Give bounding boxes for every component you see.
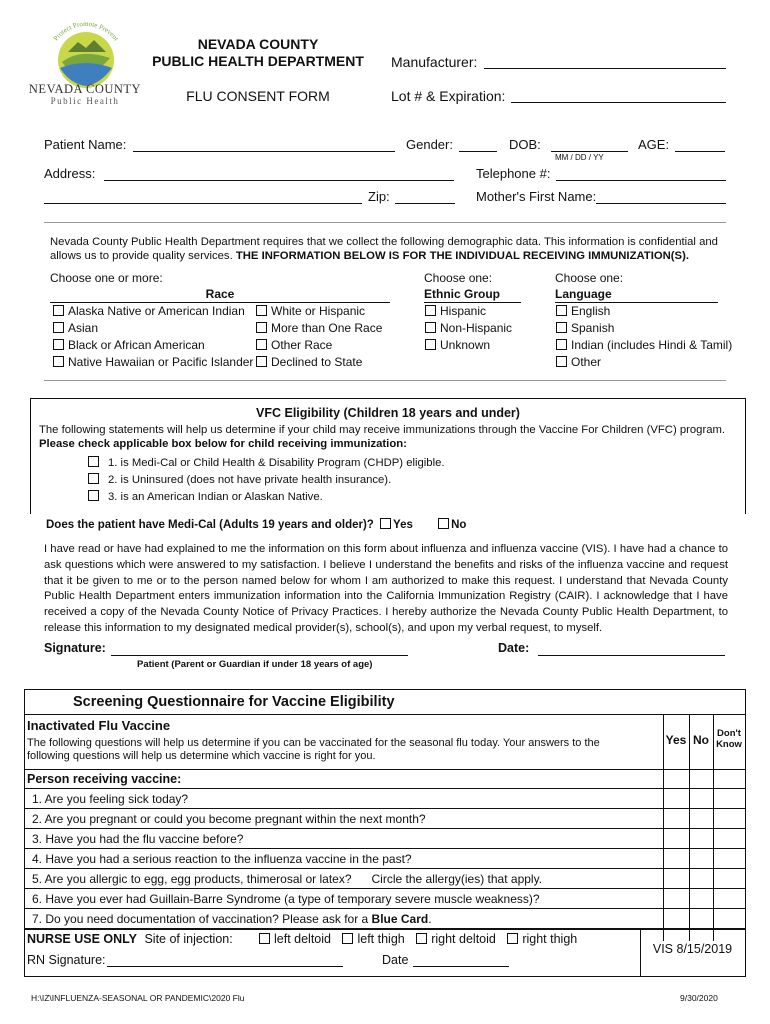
- lot-field[interactable]: [511, 102, 726, 103]
- language-option[interactable]: [556, 320, 732, 337]
- rn-signature-label: RN Signature:: [27, 953, 106, 967]
- choose-more-label: Choose one or more:: [50, 271, 163, 285]
- question-2: 2. Are you pregnant or could you become pregnant within the next month?: [32, 812, 426, 826]
- race-checkbox[interactable]: [53, 305, 64, 316]
- race-option[interactable]: [256, 320, 382, 337]
- vfc-instruction: Please check applicable box below for child receiving immunization:: [39, 438, 407, 450]
- table-divider: [25, 928, 745, 930]
- race-option[interactable]: [53, 320, 253, 337]
- race-checkbox[interactable]: [256, 322, 267, 333]
- site-checkbox[interactable]: [416, 933, 427, 944]
- screening-title: Screening Questionnaire for Vaccine Eligibility: [73, 694, 395, 710]
- mother-name-field[interactable]: [596, 203, 726, 204]
- medical-yes-checkbox[interactable]: [380, 518, 391, 529]
- language-list: [556, 303, 732, 371]
- question-7-text: 7. Do you need documentation of vaccination? Please ask for a: [32, 912, 372, 926]
- ethnic-checkbox[interactable]: [425, 339, 436, 350]
- ethnic-option[interactable]: [425, 320, 512, 337]
- rn-signature-field[interactable]: [107, 966, 343, 967]
- address-line-2-field[interactable]: [44, 203, 362, 204]
- site-option-label: right thigh: [522, 932, 578, 946]
- dept-line-1: NEVADA COUNTY: [197, 36, 319, 52]
- date-field[interactable]: [538, 655, 725, 656]
- site-option[interactable]: [507, 932, 577, 946]
- patient-name-field[interactable]: [133, 151, 395, 152]
- race-list-1: [53, 303, 253, 371]
- site-option[interactable]: [259, 932, 331, 946]
- nurse-use-label: NURSE USE ONLY: [27, 932, 137, 946]
- demographics-intro-bold: THE INFORMATION BELOW IS FOR THE INDIVIDUAL RECEIVING IMMUNIZATION(S).: [235, 249, 689, 262]
- question-1: 1. Are you feeling sick today?: [32, 792, 189, 806]
- ethnic-checkbox[interactable]: [425, 305, 436, 316]
- race-checkbox[interactable]: [256, 305, 267, 316]
- race-option[interactable]: [256, 337, 382, 354]
- ethnic-option[interactable]: [425, 337, 512, 354]
- screening-table: [24, 689, 746, 977]
- age-field[interactable]: [675, 151, 725, 152]
- medical-yes-label: Yes: [393, 519, 413, 531]
- screening-subtitle: Inactivated Flu Vaccine: [27, 718, 171, 733]
- blue-card-text: Blue Card: [371, 912, 429, 926]
- date-label: Date:: [498, 641, 530, 655]
- vis-date: VIS 8/15/2019: [652, 942, 733, 956]
- ethnic-header: Ethnic Group: [424, 287, 521, 303]
- manufacturer-field[interactable]: [484, 68, 726, 69]
- race-option[interactable]: [53, 354, 253, 371]
- race-option-label: Native Hawaiian or Pacific Islander: [68, 355, 254, 369]
- footer-path: H:\IZ\INFLUENZA-SEASONAL OR PANDEMIC\2020 Flu: [31, 993, 245, 1003]
- table-row: [25, 808, 745, 826]
- language-option-label: Indian (includes Hindi & Tamil): [571, 338, 733, 352]
- site-option-label: right deltoid: [431, 932, 496, 946]
- question-5: [32, 869, 542, 889]
- table-row: [25, 888, 745, 906]
- demographics-intro: [50, 236, 726, 263]
- age-label: AGE:: [638, 137, 670, 152]
- race-option[interactable]: [53, 303, 253, 320]
- zip-label: Zip:: [368, 189, 390, 204]
- table-row: [25, 868, 745, 886]
- race-option-label: More than One Race: [271, 321, 383, 335]
- language-checkbox[interactable]: [556, 339, 567, 350]
- lot-label: Lot # & Expiration:: [391, 88, 506, 104]
- language-option-label: Other: [571, 355, 602, 369]
- screening-intro: The following questions will help us determine if you can be vaccinated for the seasonal flu today. Your answers to the following questions will help us determine which vaccine is right for you.: [27, 737, 600, 762]
- telephone-label: Telephone #:: [476, 166, 551, 181]
- dont-know-line-2: Know: [716, 739, 742, 750]
- language-option[interactable]: [556, 303, 732, 320]
- race-header: Race: [50, 287, 390, 303]
- address-field[interactable]: [104, 180, 454, 181]
- race-option-label: Declined to State: [271, 355, 363, 369]
- gender-label: Gender:: [406, 137, 453, 152]
- signature-label: Signature:: [44, 641, 106, 655]
- site-option-label: left deltoid: [274, 932, 331, 946]
- race-option-label: Black or African American: [68, 338, 205, 352]
- nurse-date-field[interactable]: [413, 966, 509, 967]
- ethnic-option[interactable]: [425, 303, 512, 320]
- race-checkbox[interactable]: [53, 356, 64, 367]
- dob-field[interactable]: [551, 151, 628, 152]
- language-option-label: Spanish: [571, 321, 615, 335]
- race-option[interactable]: [53, 337, 253, 354]
- site-label: Site of injection:: [144, 932, 233, 946]
- vfc-checkbox[interactable]: [88, 473, 99, 484]
- language-header: Language: [555, 287, 718, 303]
- nurse-row: [27, 932, 233, 946]
- question-3: 3. Have you had the flu vaccine before?: [32, 832, 244, 846]
- department-name: [140, 36, 376, 70]
- race-option-label: Alaska Native or American Indian: [68, 304, 245, 318]
- mother-name-label: Mother's First Name:: [476, 189, 597, 204]
- question-7: [32, 909, 432, 929]
- question-4: 4. Have you had a serious reaction to the influenza vaccine in the past?: [32, 852, 412, 866]
- site-checkbox[interactable]: [259, 933, 270, 944]
- logo-name: NEVADA COUNTY: [28, 82, 142, 96]
- zip-field[interactable]: [395, 203, 455, 204]
- question-5-extra: Circle the allergy(ies) that apply.: [371, 872, 543, 886]
- choose-one-language-label: Choose one:: [555, 271, 624, 285]
- ethnic-checkbox[interactable]: [425, 322, 436, 333]
- signature-field[interactable]: [111, 655, 408, 656]
- language-option[interactable]: [556, 354, 732, 371]
- dept-line-2: PUBLIC HEALTH DEPARTMENT: [152, 53, 364, 69]
- language-checkbox[interactable]: [556, 322, 567, 333]
- logo-sub: Public Health: [50, 96, 120, 106]
- footer-date: 9/30/2020: [680, 993, 718, 1003]
- vfc-item-label: 3. is an American Indian or Alaskan Native.: [108, 491, 323, 503]
- site-option-label: left thigh: [357, 932, 405, 946]
- medical-no-checkbox[interactable]: [438, 518, 449, 529]
- vfc-item-label: 1. is Medi-Cal or Child Health & Disability Program (CHDP) eligible.: [108, 457, 445, 469]
- race-checkbox[interactable]: [256, 356, 267, 367]
- no-header: No: [693, 733, 709, 747]
- medical-no-label: No: [451, 519, 467, 531]
- language-checkbox[interactable]: [556, 305, 567, 316]
- site-options: [259, 932, 577, 946]
- site-option[interactable]: [342, 932, 404, 946]
- dont-know-line-1: Don't: [717, 728, 741, 739]
- medical-question: [46, 518, 466, 531]
- dob-hint: MM / DD / YY: [555, 153, 604, 162]
- dob-label: DOB:: [509, 137, 541, 152]
- telephone-field[interactable]: [556, 180, 726, 181]
- vfc-item[interactable]: [88, 472, 445, 489]
- table-divider: [25, 714, 745, 715]
- ethnic-list: [425, 303, 512, 354]
- race-checkbox[interactable]: [256, 339, 267, 350]
- race-option-label: Asian: [68, 321, 99, 335]
- table-row: [25, 828, 745, 846]
- table-row: [25, 788, 745, 806]
- divider: [44, 380, 726, 381]
- race-option[interactable]: [256, 354, 382, 371]
- logo-arc-text: Protect Promote Prevent: [51, 19, 121, 43]
- nurse-date-label: Date: [382, 953, 409, 967]
- manufacturer-label: Manufacturer:: [391, 54, 478, 70]
- race-option-label: White or Hispanic: [271, 304, 366, 318]
- vfc-item[interactable]: [88, 455, 445, 472]
- table-row: [25, 908, 745, 926]
- question-6: 6. Have you ever had Guillain-Barre Syndrome (a type of temporary severe muscle weakness)?: [32, 892, 540, 906]
- race-option-label: Other Race: [271, 338, 333, 352]
- patient-name-label: Patient Name:: [44, 137, 127, 152]
- vfc-checkbox[interactable]: [88, 456, 99, 467]
- vfc-item[interactable]: [88, 489, 445, 506]
- form-title: FLU CONSENT FORM: [186, 88, 330, 104]
- consent-paragraph: I have read or have had explained to me the information on this form about influenza and influenza vaccine (VIS). I have had a chance to ask questions which were answered to my satisfaction. I believe I understand the benefits and risks of the influenza vaccine and request that it be given to me or to the person named below for whom I am authorized to make this request. I understand that Nevada County Public Health Department enters immunization information into the California Immunization Registry (CAIR). I acknowledge that I have received a copy of the Nevada County Notice of Privacy Practices. I hereby authorize the Nevada County Public Health Department, to release this information to my designated medical provider(s), school(s), and upon my verbal request, to myself.: [44, 543, 728, 634]
- vfc-items: [88, 455, 445, 506]
- person-label: Person receiving vaccine:: [27, 772, 182, 786]
- race-checkbox[interactable]: [53, 322, 64, 333]
- ethnic-option-label: Hispanic: [440, 304, 487, 318]
- language-checkbox[interactable]: [556, 356, 567, 367]
- vfc-item-label: 2. is Uninsured (does not have private health insurance).: [108, 474, 392, 486]
- vfc-title: VFC Eligibility (Children 18 years and under): [256, 406, 520, 420]
- race-option[interactable]: [256, 303, 382, 320]
- site-option[interactable]: [416, 932, 496, 946]
- question-7-end: .: [428, 912, 432, 926]
- race-checkbox[interactable]: [53, 339, 64, 350]
- ethnic-option-label: Unknown: [440, 338, 491, 352]
- address-label: Address:: [44, 166, 96, 181]
- choose-one-ethnic-label: Choose one:: [424, 271, 493, 285]
- nevada-county-logo: [30, 18, 140, 108]
- site-checkbox[interactable]: [507, 933, 518, 944]
- gender-field[interactable]: [459, 151, 497, 152]
- demographics-intro-text: Nevada County Public Health Department requires that we collect the following demographic data. This information is confidential and allows us to provide quality services.: [50, 236, 718, 262]
- race-list-2: [256, 303, 382, 371]
- language-option[interactable]: [556, 337, 732, 354]
- medical-question-text: Does the patient have Medi-Cal (Adults 19 years and older)?: [46, 519, 374, 531]
- language-option-label: English: [571, 304, 611, 318]
- ethnic-option-label: Non-Hispanic: [440, 321, 513, 335]
- site-checkbox[interactable]: [342, 933, 353, 944]
- question-5-text: 5. Are you allergic to egg, egg products, thimerosal or latex?: [32, 872, 352, 886]
- signature-hint: Patient (Parent or Guardian if under 18 years of age): [137, 659, 373, 670]
- vfc-intro: The following statements will help us determine if your child may receive immunizations through the Vaccine For Children (VFC) program.: [39, 424, 726, 436]
- divider: [44, 222, 726, 223]
- vfc-checkbox[interactable]: [88, 490, 99, 501]
- table-row: [25, 848, 745, 866]
- dont-know-header: [713, 728, 745, 750]
- yes-header: Yes: [665, 733, 687, 747]
